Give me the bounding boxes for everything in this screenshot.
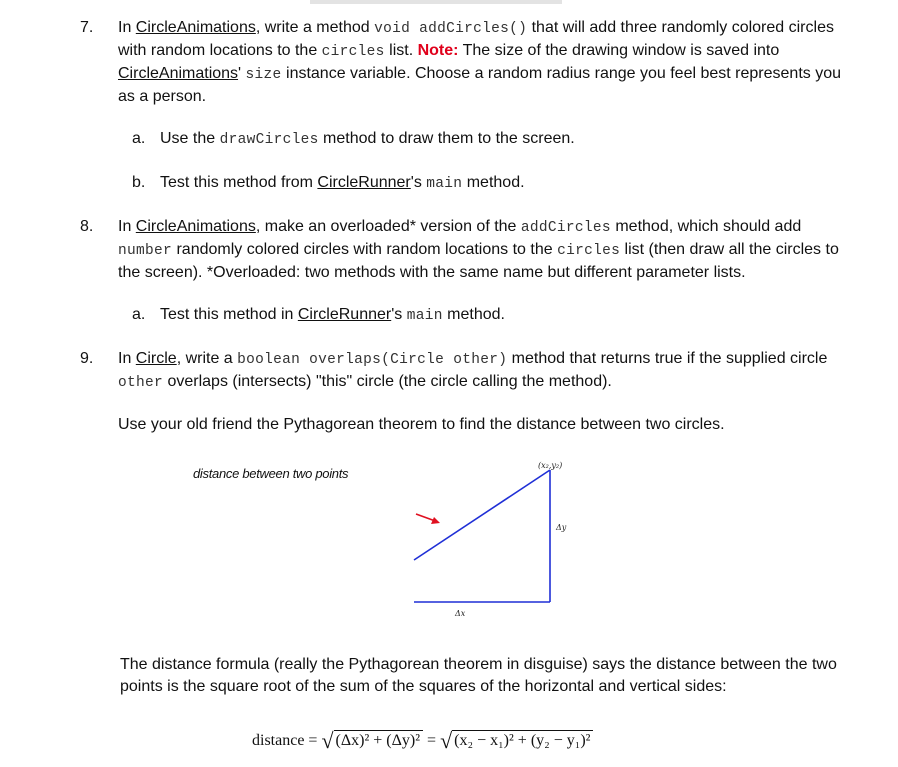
point-label: (x₂,y₂) (538, 461, 563, 470)
distance-formula-description: The distance formula (really the Pythagorean theorem in disguise) says the distance between the two points is the square root of the sum of the squares of the horizontal and vertical sides: (120, 656, 837, 695)
item-8-number: 8. (80, 218, 94, 235)
item-8a-label: a. (132, 306, 146, 323)
formula-radicand-1: (Δx)² + (Δy)² (334, 730, 424, 750)
item-7-text: In CircleAnimations, write a method void addCircles() that will add three randomly colored circles with random locations to the circles list. Note: The size of the drawing window is saved into CircleAnimations' size instance variable. Choose a random radius range you feel best represents you as a person. (118, 19, 841, 105)
code-other: other (118, 375, 164, 391)
item-7b-label: b. (132, 174, 146, 191)
code-circles-2: circles (557, 243, 621, 259)
dy-label: Δy (556, 523, 567, 532)
item-8a-text: Test this method in CircleRunner's main method. (160, 306, 505, 324)
circle-link[interactable]: Circle (135, 350, 177, 367)
circleanimations-link-3[interactable]: CircleAnimations (135, 218, 256, 235)
figure-caption: distance between two points (193, 466, 349, 481)
pythagorean-hint: Use your old friend the Pythagorean theorem to find the distance between two circles. (118, 416, 725, 433)
item-7a-label: a. (132, 130, 146, 147)
dx-label: Δx (455, 609, 466, 618)
item-7b-text: Test this method from CircleRunner's main method. (160, 174, 525, 192)
formula-equals: = (427, 732, 437, 749)
code-number: number (118, 243, 173, 259)
distance-formula (252, 728, 593, 754)
code-main-2: main (406, 308, 443, 324)
sqrt-symbol: √ (321, 728, 334, 753)
code-main: main (426, 176, 463, 192)
sqrt-symbol-2: √ (440, 728, 453, 753)
circlerunner-link-2[interactable]: CircleRunner (297, 306, 392, 323)
code-boolean-overlaps: boolean overlaps(Circle other) (237, 352, 508, 368)
formula-lhs: distance = (252, 732, 318, 749)
circlerunner-link[interactable]: CircleRunner (317, 174, 411, 191)
item-7a-text: Use the drawCircles method to draw them to the screen. (160, 130, 575, 148)
top-scroll-indicator (310, 0, 562, 4)
item-8-text: In CircleAnimations, make an overloaded* version of the addCircles method, which should add number randomly colored circles with random locations to the circles list (then draw all the circles to the screen). *Overloaded: two methods with the same name but different parameter lists. (118, 218, 839, 281)
code-circles: circles (321, 44, 385, 60)
note-label: Note: (417, 42, 459, 59)
item-7-number: 7. (80, 19, 94, 36)
item-9-number: 9. (80, 350, 94, 367)
hypotenuse-line (414, 470, 550, 560)
code-drawcircles: drawCircles (219, 132, 319, 148)
item-9-text: In Circle, write a boolean overlaps(Circle other) method that returns true if the supplied circle other overlaps (intersects) "this" circle (the circle calling the method). (118, 350, 828, 391)
code-addcircles: addCircles (520, 220, 611, 236)
circleanimations-link[interactable]: CircleAnimations (135, 19, 256, 36)
code-void-addcircles: void addCircles() (374, 21, 528, 37)
formula-radicand-2: (x₂ − x₁)² + (y₂ − y₁)² (452, 730, 593, 750)
circleanimations-link-2[interactable]: CircleAnimations (118, 65, 239, 82)
distance-diagram (400, 450, 590, 620)
code-size: size (245, 67, 282, 83)
